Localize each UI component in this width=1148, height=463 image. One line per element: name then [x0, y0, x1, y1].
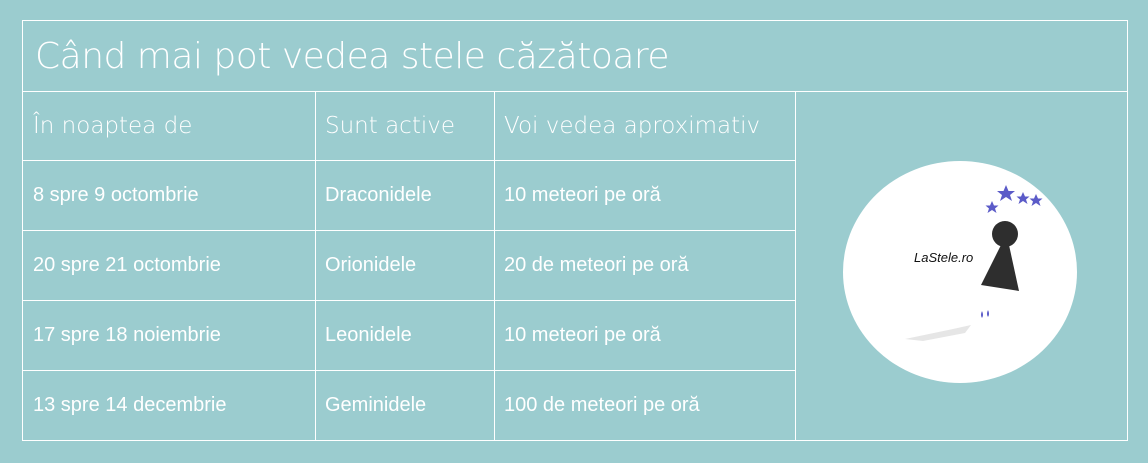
table-cell-night: 8 spre 9 octombrie — [33, 184, 199, 206]
page-title: Când mai pot vedea stele căzătoare — [35, 36, 670, 77]
table-cell-shower: Leonidele — [325, 324, 412, 346]
table-cell-night: 17 spre 18 noiembrie — [33, 324, 221, 346]
header-night: În noaptea de — [33, 112, 193, 139]
table-cell-rate: 10 meteori pe oră — [504, 324, 661, 346]
table-cell-shower: Orionidele — [325, 254, 417, 276]
table-cell-night: 13 spre 14 decembrie — [33, 394, 227, 416]
stargazer-icon — [843, 161, 1077, 383]
table-cell-rate: 10 meteori pe oră — [504, 184, 661, 206]
title-row — [23, 21, 1127, 92]
column-divider — [795, 91, 796, 440]
header-rate: Voi vedea aproximativ — [504, 112, 761, 139]
header-shower: Sunt active — [325, 112, 455, 139]
logo-text: LaStele.ro — [914, 250, 974, 265]
table-cell-night: 20 spre 21 octombrie — [33, 254, 221, 276]
table-cell-shower: Draconidele — [325, 184, 432, 206]
table-cell-rate: 20 de meteori pe oră — [504, 254, 689, 276]
table-cell-shower: Geminidele — [325, 394, 427, 416]
table-cell-rate: 100 de meteori pe oră — [504, 394, 700, 416]
